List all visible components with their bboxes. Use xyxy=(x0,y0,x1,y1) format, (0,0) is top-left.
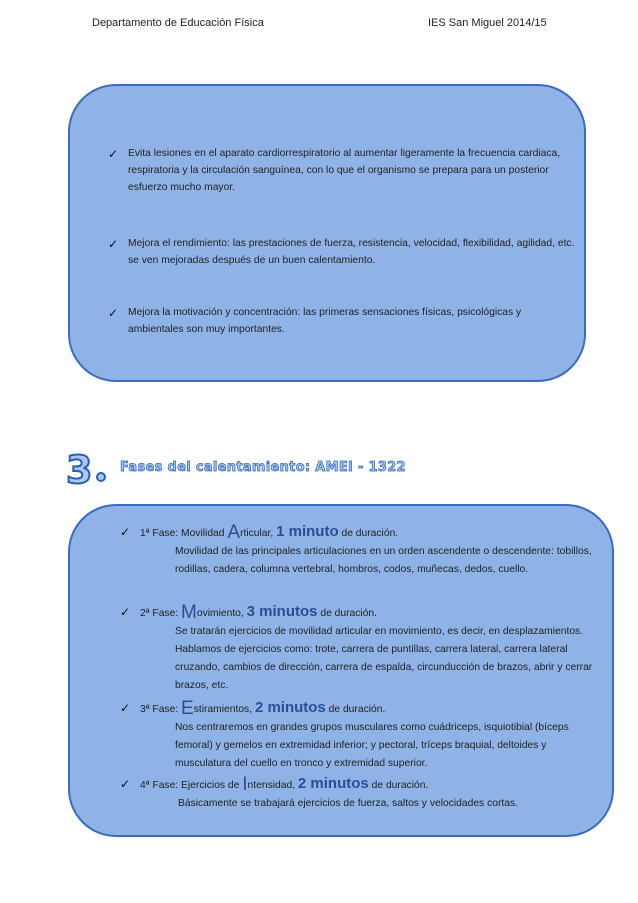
check-icon: ✓ xyxy=(120,701,131,715)
phase-description: Movilidad de las principales articulaciones en un orden ascendente o descendente: tobillos, rodillas, cadera, columna vertebral, hombros, codos, muñecas, dedos, cuello. xyxy=(175,546,592,575)
phase-initial: I xyxy=(242,774,248,795)
check-icon: ✓ xyxy=(120,605,131,619)
phase-initial: E xyxy=(181,698,194,719)
section-number-dot xyxy=(96,472,106,482)
phase-description: Se tratarán ejercicios de movilidad articular en movimiento, es decir, en desplazamientos. Hablamos de ejercicios como: trote, carrera de puntillas, carrera lateral, carrera lateral cruzando, cambios de dirección, carrera de espalda, circunducción de brazos, abrir y cerrar brazos, etc. xyxy=(175,626,593,691)
phase-description: Básicamente se trabajará ejercicios de fuerza, saltos y velocidades cortas. xyxy=(178,798,518,809)
phase-item: ✓ 3ª Fase: Estiramientos, 2 minutos de duración. Nos centraremos en grandes grupos musculares como cuádriceps, isquiotibial (bíceps femoral) y gemelos en extremidad inferior; y pectoral, tríceps braquial, deltoides y musculatura del cuello en tronco y extremidad superior. xyxy=(120,697,600,773)
header-school-year: IES San Miguel 2014/15 xyxy=(428,17,547,29)
phase-item: ✓ 1ª Fase: Movilidad Articular, 1 minuto de duración. Movilidad de las principales articulaciones en un orden ascendente o descendente: tobillos, rodillas, cadera, columna vertebral, hombros, codos, muñecas, dedos, cuello. xyxy=(120,521,600,579)
benefit-item: ✓ Evita lesiones en el aparato cardiorrespiratorio al aumentar ligeramente la frecuencia cardiaca, respiratoria y la circulación sanguínea, con lo que el organismo se prepara para un posterior esfuerzo mucho mayor. xyxy=(108,147,561,193)
phase-initial: M xyxy=(181,602,197,623)
phase-item: ✓ 2ª Fase: Movimiento, 3 minutos de duración. Se tratarán ejercicios de movilidad articular en movimiento, es decir, en desplazamientos. Hablamos de ejercicios como: trote, carrera de puntillas, carrera lateral, carrera lateral cruzando, cambios de dirección, carrera de espalda, circunducción de brazos, abrir y cerrar brazos, etc. xyxy=(120,601,600,695)
phase-duration: 2 minutos xyxy=(254,699,326,716)
phase-description: Nos centraremos en grandes grupos musculares como cuádriceps, isquiotibial (bíceps femoral) y gemelos en extremidad inferior; y pectoral, tríceps braquial, deltoides y musculatura del cuello en tronco y extremidad superior. xyxy=(175,722,569,769)
benefit-item: ✓ Mejora el rendimiento: las prestaciones de fuerza, resistencia, velocidad, flexibilidad, agilidad, etc. se ven mejoradas después de un buen calentamiento. xyxy=(108,237,575,266)
check-icon: ✓ xyxy=(120,777,131,791)
phase-duration: 1 minuto xyxy=(276,523,339,540)
check-icon: ✓ xyxy=(108,147,119,161)
check-icon: ✓ xyxy=(120,525,131,539)
section-number: 3 xyxy=(66,448,93,492)
check-icon: ✓ xyxy=(108,237,119,251)
benefit-item: ✓ Mejora la motivación y concentración: las primeras sensaciones físicas, psicológicas y ambientales son muy importantes. xyxy=(108,306,522,335)
header-department: Departamento de Educación Física xyxy=(92,17,264,29)
check-icon: ✓ xyxy=(108,306,119,320)
phase-item: ✓ 4ª Fase: Ejercicios de Intensidad, 2 minutos de duración. Básicamente se trabajará ejercicios de fuerza, saltos y velocidades cortas. xyxy=(120,773,600,813)
section-title: Fases del calentamiento: AMEI - 1322 xyxy=(120,460,406,475)
phase-duration: 3 minutos xyxy=(246,603,318,620)
phase-duration: 2 minutos xyxy=(297,775,369,792)
phase-initial: A xyxy=(227,522,241,543)
